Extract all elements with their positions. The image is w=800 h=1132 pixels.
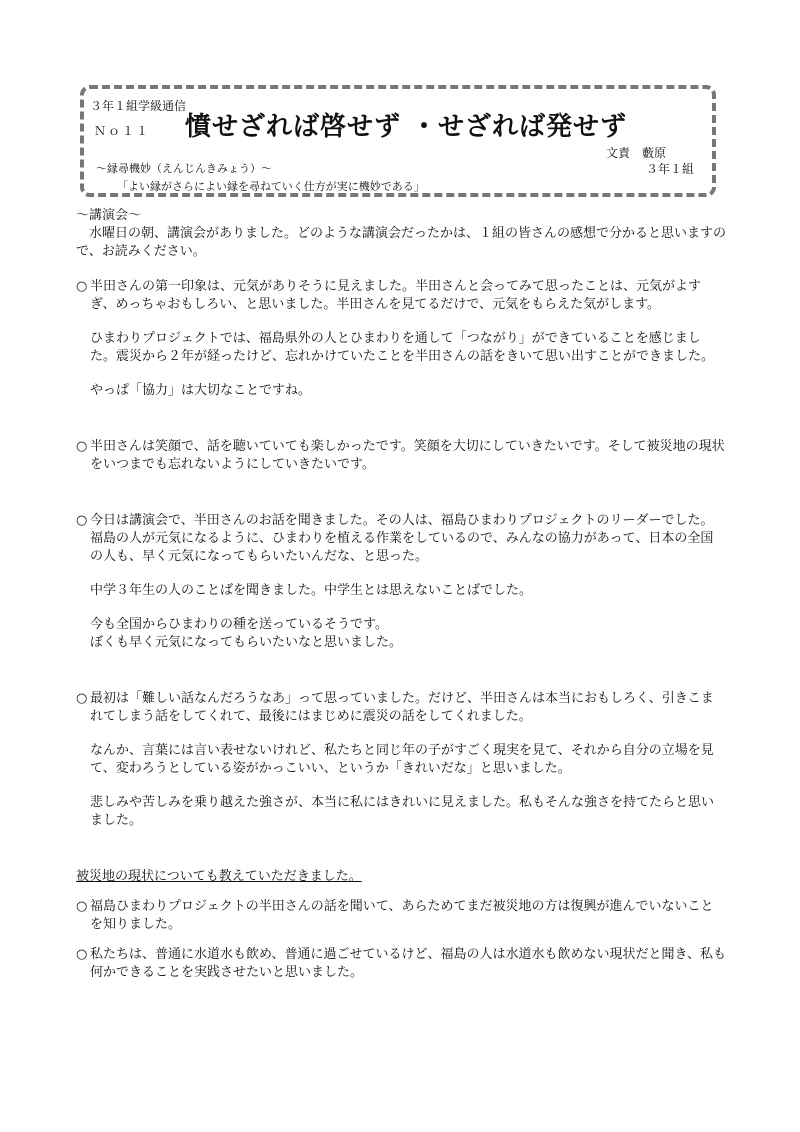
comment-2 [76,438,726,474]
comment-1 [76,278,726,400]
comment-paragraph: やっぱ「協力」は大切なことですね。 [90,383,312,398]
bullet-mark: ○ [76,439,88,454]
proverb-meaning: 「よい縁がさらによい縁を尋ねていく仕方が実に機妙である」 [117,180,425,193]
proverb: ～縁尋機妙（えんじんきみょう）～ [96,162,272,175]
comment-paragraph: 半田さんは笑顔で、話を聴いていても楽しかったです。笑顔を大切にしていきたいです。そして被災地の現状をいつまでも忘れないようにしていきたいです。 [90,439,725,472]
article-body [76,207,726,994]
comment-paragraph: 福島ひまわりプロジェクトの半田さんの話を聞いて、あらためてまだ被災地の方は復興が進んでいないことを知りました。 [90,899,714,932]
comment-paragraph: 私たちは、普通に水道水も飲め、普通に過ごせているけど、福島の人は水道水も飲めない現状だと聞き、私も何かできることを実践させたいと思いました。 [90,947,726,980]
comment-paragraph: なんか、言葉には言い表せないけれど、私たちと同じ年の子がすごく現実を見て、それから自分の立場を見て、変わろうとしている姿がかっこいい、というか「きれいだな」と思いました。 [90,743,714,776]
comment-paragraph: 中学３年生の人のことばを聞きました。中学生とは思えないことばでした。 [90,583,533,598]
issue-number: Ｎｏ１１ [94,124,151,138]
bullet-mark: ○ [76,691,88,706]
newsletter-title: 憤せざれば啓せず ・せざれば発せず [185,112,628,142]
comment-paragraph: 悲しみや苦しみを乗り越えた強さが、本当に私にはきれいに見えました。私もそんな強さを持てたらと思いました。 [90,795,715,828]
bullet-mark: ○ [76,513,88,528]
subheading: 被災地の現状についても教えていただきました。 [76,869,362,884]
bullet-mark: ○ [76,947,88,962]
comment-paragraph: 最初は「難しい話なんだろうなあ」って思っていました。だけど、半田さんは本当におもしろく、引きこまれてしまう話をしてくれて、最後にはまじめに震災の話をしてくれました。 [90,691,714,724]
bullet-mark: ○ [76,899,88,914]
intro-paragraph: 水曜日の朝、講演会がありました。どのような講演会だったかは、１組の皆さんの感想で分かると思いますので、お読みください。 [76,226,727,259]
section-title: ～講演会～ [76,208,142,223]
comment-paragraph: ひまわりプロジェクトでは、福島県外の人とひまわりを通して「つながり」ができていることを感じました。震災から２年が経ったけど、忘れかけていたことを半田さんの話をきいて思い出すことができました。 [90,331,715,364]
author: 文責 藪原 [606,146,667,160]
comment-4 [76,690,726,830]
class-newsletter-label: ３年１組学級通信 [90,99,187,113]
comment-6 [76,946,726,982]
comment-3 [76,512,726,652]
bullet-mark: ○ [76,279,88,294]
comment-paragraph: 半田さんの第一印象は、元気がありそうに見えました。半田さんと会ってみて思ったことは、元気がよすぎ、めっちゃおもしろい、と思いました。半田さんを見てるだけで、元気をもらえた気がします。 [90,279,702,312]
comment-paragraph: 今も全国からひまわりの種を送っているそうです。 ぼくも早く元気になってもらいたいなと思いました。 [90,617,403,650]
class-name: ３年１組 [646,162,695,176]
comment-paragraph: 今日は講演会で、半田さんのお話を聞きました。その人は、福島ひまわりプロジェクトのリーダーでした。福島の人が元気になるように、ひまわりを植える作業をしているので、みんなの協力があって、日本の全国の人も、早く元気になってもらいたいんだな、と思った。 [90,513,714,564]
comment-5 [76,898,726,934]
